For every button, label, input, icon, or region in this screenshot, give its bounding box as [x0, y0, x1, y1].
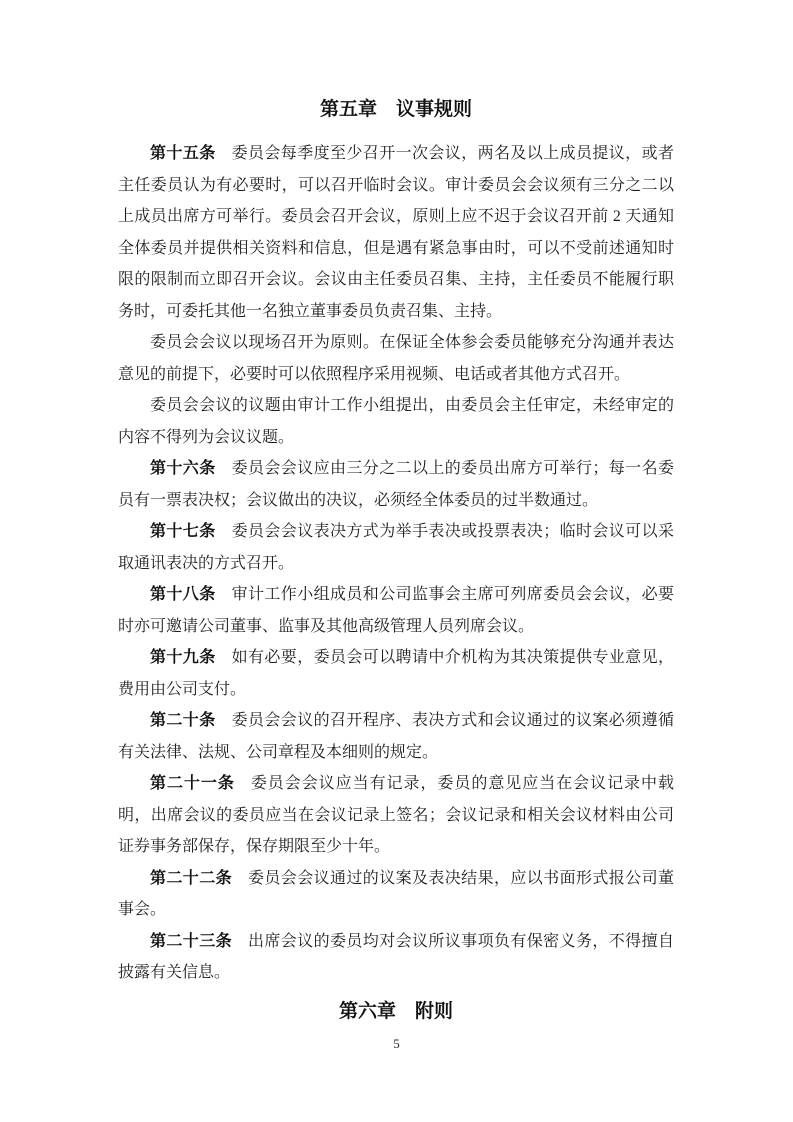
article-17-paragraph — [118, 516, 674, 579]
article-15-text: 委员会每季度至少召开一次会议，两名及以上成员提议，或者主任委员认为有必要时，可以召开临时会议。审计委员会会议须有三分之二以上成员出席方可举行。委员会召开会议，原则上应不迟于会议召开前 2 天通知全体委员并提供相关资料和信息，但是遇有紧急事由时，可以不受前述通知时限的限制而立即召开会议。会议由主任委员召集、主持，主任委员不能履行职务时，可委托其他一名独立董事委员负责召集、主持。 — [118, 145, 674, 320]
article-23-label: 第二十三条 — [150, 932, 232, 950]
article-15-continuation-2 — [118, 390, 674, 453]
chapter-6-number: 第六章 — [338, 1000, 396, 1022]
article-17-label: 第十七条 — [150, 523, 216, 540]
article-19-label: 第十九条 — [150, 649, 216, 666]
article-22-text: 委员会会议通过的议案及表决结果，应以书面形式报公司董事会。 — [118, 869, 674, 918]
chapter-6-title: 附则 — [415, 1000, 454, 1022]
article-21-text: 委员会会议应当有记录，委员的意见应当在会议记录中载明，出席会议的委员应当在会议记录上签名；会议记录和相关会议材料由公司证券事务部保存，保存期限至少十年。 — [118, 775, 674, 855]
article-16-paragraph — [118, 453, 674, 516]
article-16-label: 第十六条 — [150, 460, 216, 477]
article-18-label: 第十八条 — [150, 586, 216, 603]
article-15-label: 第十五条 — [150, 145, 216, 162]
article-20-paragraph — [118, 705, 674, 768]
article-15-continuation-1 — [118, 327, 674, 390]
article-15-continuation-2-text: 委员会会议的议题由审计工作小组提出，由委员会主任审定，未经审定的内容不得列为会议议题。 — [118, 397, 674, 446]
article-15-continuation-1-text: 委员会会议以现场召开为原则。在保证全体参会委员能够充分沟通并表达意见的前提下，必要时可以依照程序采用视频、电话或者其他方式召开。 — [118, 334, 674, 383]
chapter-5-number: 第五章 — [319, 99, 377, 120]
article-21-label: 第二十一条 — [150, 775, 235, 792]
article-15-paragraph — [118, 138, 674, 327]
article-19-paragraph — [118, 642, 674, 705]
article-22-label: 第二十二条 — [150, 869, 232, 887]
chapter-6-heading — [118, 998, 674, 1025]
chapter-5-heading — [118, 96, 674, 123]
page-content — [118, 0, 674, 1025]
article-20-text: 委员会会议的召开程序、表决方式和会议通过的议案必须遵循有关法律、法规、公司章程及本细则的规定。 — [118, 712, 674, 761]
article-16-text: 委员会会议应由三分之二以上的委员出席方可举行；每一名委员有一票表决权；会议做出的决议，必须经全体委员的过半数通过。 — [118, 460, 674, 509]
article-23-text: 出席会议的委员均对会议所议事项负有保密义务，不得擅自披露有关信息。 — [118, 932, 674, 981]
article-21-paragraph — [118, 768, 674, 863]
article-19-text: 如有必要，委员会可以聘请中介机构为其决策提供专业意见，费用由公司支付。 — [118, 649, 674, 698]
article-18-paragraph — [118, 579, 674, 642]
article-18-text: 审计工作小组成员和公司监事会主席可列席委员会会议，必要时亦可邀请公司董事、监事及其他高级管理人员列席会议。 — [118, 586, 674, 635]
article-22-paragraph — [118, 863, 674, 926]
article-17-text: 委员会会议表决方式为举手表决或投票表决；临时会议可以采取通讯表决的方式召开。 — [118, 523, 674, 572]
chapter-5-title: 议事规则 — [396, 99, 473, 120]
page-number: 5 — [393, 1036, 400, 1051]
article-23-paragraph — [118, 926, 674, 989]
article-20-label: 第二十条 — [150, 712, 216, 729]
